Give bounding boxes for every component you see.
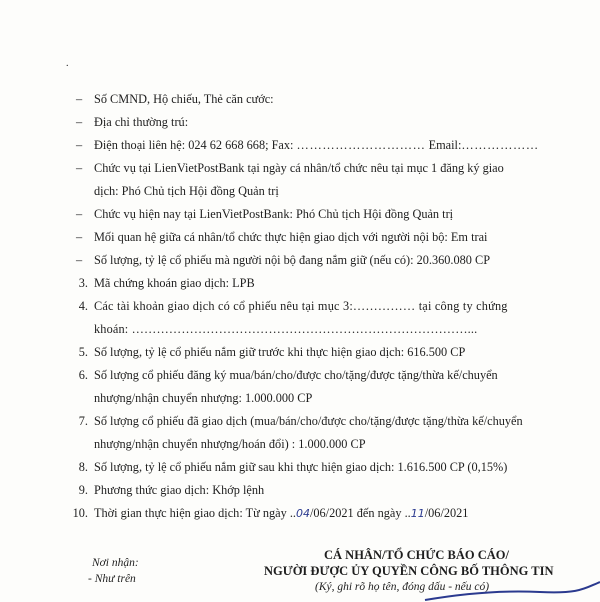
item-number: 7. [78, 414, 88, 428]
dash-bullet: – [76, 207, 83, 221]
dash-bullet: – [76, 253, 83, 267]
stray-mark: . [66, 58, 69, 69]
email-blank: ……………… [461, 138, 539, 152]
address-line: Địa chỉ thường trú: [94, 115, 189, 129]
handwritten-from-day: 04 [295, 507, 310, 520]
id-number-line: Số CMND, Hộ chiếu, Thẻ căn cước: [94, 92, 274, 106]
contact-line [94, 138, 539, 153]
signature-stroke [420, 580, 600, 602]
email-label: Email: [425, 138, 462, 152]
holding-after-line: Số lượng, tỷ lệ cổ phiếu nắm giữ sau khi thực hiện giao dịch: 1.616.500 CP (0,15%) [94, 460, 508, 474]
dash-bullet: – [76, 138, 83, 152]
period-prefix: Thời gian thực hiện giao dịch: Từ ngày .. [94, 506, 296, 520]
item-number: 8. [78, 460, 88, 474]
to-day-dots: .. [404, 506, 411, 520]
insider-holding-line: Số lượng, tỷ lệ cổ phiếu mà người nội bộ đang nắm giữ (nếu có): 20.360.080 CP [94, 253, 491, 267]
dash-bullet: – [76, 92, 83, 106]
position-at-date-line-2: dịch: Phó Chủ tịch Hội đồng Quản trị [94, 184, 279, 198]
phone-fax-text: Điện thoại liên hệ: 024 62 668 668; Fax: [94, 138, 297, 152]
signature-note: (Ký, ghi rõ họ tên, đóng dấu - nếu có) [315, 581, 490, 593]
holding-before-line: Số lượng, tỷ lệ cổ phiếu nắm giữ trước khi thực hiện giao dịch: 616.500 CP [94, 345, 466, 359]
item-number: 5. [78, 345, 88, 359]
signature-title-2: NGƯỜI ĐƯỢC ỦY QUYỀN CÔNG BỐ THÔNG TIN [264, 564, 554, 578]
traded-volume-line-1: Số lượng cổ phiếu đã giao dịch (mua/bán/cho/được cho/tặng/được tặng/thừa kế/chuyển [94, 414, 523, 428]
traded-volume-line-2: nhượng/nhận chuyển nhượng/hoán đổi) : 1.000.000 CP [94, 437, 366, 451]
registered-volume-line-2: nhượng/nhận chuyển nhượng: 1.000.000 CP [94, 391, 313, 405]
ticker-line: Mã chứng khoán giao dịch: LPB [94, 276, 255, 290]
item-number: 3. [78, 276, 88, 290]
relationship-line: Mối quan hệ giữa cá nhân/tổ chức thực hiện giao dịch với người nội bộ: Em trai [94, 230, 488, 244]
method-line: Phương thức giao dịch: Khớp lệnh [94, 483, 265, 497]
accounts-line-1: Các tài khoản giao dịch có cổ phiếu nêu tại mục 3:…………… tại công ty chứng [94, 299, 508, 313]
handwritten-to-day: 11 [410, 507, 425, 520]
accounts-line-2: khoán: ………………………………………………………………………... [94, 322, 478, 336]
period-middle: /06/2021 đến ngày [309, 506, 405, 520]
item-number: 4. [78, 299, 88, 313]
item-number: 9. [78, 483, 88, 497]
fax-blank: ………………………… [296, 138, 426, 152]
item-number: 10. [72, 506, 88, 520]
dash-bullet: – [76, 230, 83, 244]
period-suffix: /06/2021 [424, 506, 469, 520]
dash-bullet: – [76, 161, 83, 175]
dash-bullet: – [76, 115, 83, 129]
current-position-line: Chức vụ hiện nay tại LienVietPostBank: Phó Chủ tịch Hội đồng Quản trị [94, 207, 454, 221]
recipients-item: - Như trên [88, 573, 136, 585]
period-line [94, 506, 468, 521]
position-at-date-line-1: Chức vụ tại LienVietPostBank tại ngày cá nhân/tổ chức nêu tại mục 1 đăng ký giao [94, 161, 504, 175]
recipients-label: Nơi nhận: [92, 557, 139, 569]
registered-volume-line-1: Số lượng cổ phiếu đăng ký mua/bán/cho/được cho/tặng/được tặng/thừa kế/chuyển [94, 368, 498, 382]
signature-title-1: CÁ NHÂN/TỔ CHỨC BÁO CÁO/ [324, 548, 509, 562]
item-number: 6. [78, 368, 88, 382]
